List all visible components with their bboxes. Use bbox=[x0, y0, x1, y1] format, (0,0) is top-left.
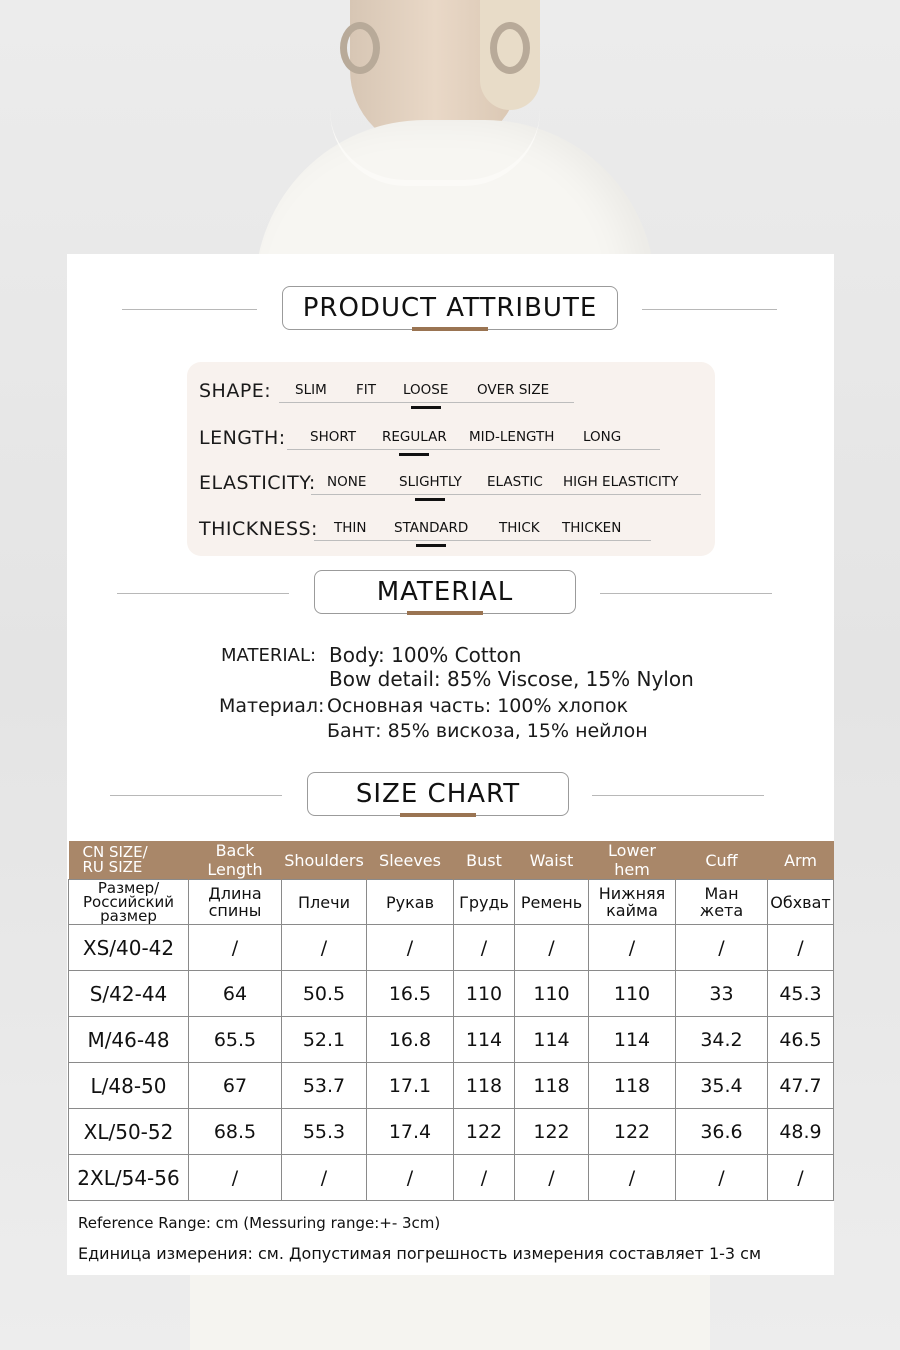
size-value-cell: / bbox=[189, 1155, 282, 1201]
size-value-cell: 110 bbox=[589, 971, 676, 1017]
size-label-cell: XS/40-42 bbox=[69, 925, 189, 971]
model-trousers bbox=[190, 1270, 710, 1350]
selected-marker bbox=[411, 406, 441, 409]
attr-option-selected: STANDARD bbox=[394, 520, 468, 536]
header-cell-en: Lower hem bbox=[589, 841, 676, 880]
size-value-cell: 34.2 bbox=[676, 1017, 768, 1063]
size-label-cell: XL/50-52 bbox=[69, 1109, 189, 1155]
header-cell-ru: Длина спины bbox=[189, 880, 282, 925]
attr-option-selected: SLIGHTLY bbox=[399, 474, 462, 490]
size-value-cell: 110 bbox=[454, 971, 515, 1017]
table-row bbox=[69, 925, 834, 971]
size-rows bbox=[69, 925, 834, 1201]
heading-rule-left bbox=[110, 795, 282, 796]
size-value-cell: 65.5 bbox=[189, 1017, 282, 1063]
attribute-title: PRODUCT ATTRIBUTE bbox=[302, 293, 598, 323]
size-value-cell: 52.1 bbox=[282, 1017, 367, 1063]
size-value-cell: 36.6 bbox=[676, 1109, 768, 1155]
size-value-cell: / bbox=[282, 925, 367, 971]
attr-option: NONE bbox=[327, 474, 367, 490]
header-cell-en: CN SIZE/ RU SIZE bbox=[69, 841, 189, 880]
material-line-ru-2: Бант: 85% вискоза, 15% нейлон bbox=[327, 720, 648, 742]
attr-option: HIGH ELASTICITY bbox=[563, 474, 679, 490]
size-value-cell: 114 bbox=[589, 1017, 676, 1063]
size-value-cell: 53.7 bbox=[282, 1063, 367, 1109]
size-chart-title: SIZE CHART bbox=[355, 779, 521, 809]
attr-option: SLIM bbox=[295, 382, 327, 398]
header-cell-en: Arm bbox=[768, 841, 834, 880]
header-cell-ru: Ман жета bbox=[676, 880, 768, 925]
size-value-cell: 110 bbox=[515, 971, 589, 1017]
header-row-en bbox=[69, 841, 834, 880]
size-value-cell: 122 bbox=[454, 1109, 515, 1155]
material-line-en-1: Body: 100% Cotton bbox=[329, 643, 522, 667]
size-value-cell: 33 bbox=[676, 971, 768, 1017]
size-value-cell: 114 bbox=[515, 1017, 589, 1063]
selected-marker bbox=[399, 453, 429, 456]
note-ru: Единица измерения: см. Допустимая погрешность измерения составляет 1-3 см bbox=[78, 1244, 762, 1263]
table-row bbox=[69, 1109, 834, 1155]
material-label-ru: Материал: bbox=[219, 695, 325, 717]
attr-options bbox=[314, 520, 651, 541]
size-value-cell: 67 bbox=[189, 1063, 282, 1109]
selected-marker bbox=[415, 498, 445, 501]
attr-option-selected: REGULAR bbox=[382, 429, 447, 445]
header-cell-ru: Плечи bbox=[282, 880, 367, 925]
heading-rule-right bbox=[592, 795, 764, 796]
attr-label: THICKNESS: bbox=[199, 518, 318, 540]
size-value-cell: 68.5 bbox=[189, 1109, 282, 1155]
header-cell-ru: Рукав bbox=[367, 880, 454, 925]
table-row bbox=[69, 971, 834, 1017]
attr-label: ELASTICITY: bbox=[199, 472, 316, 494]
attr-option-selected: LOOSE bbox=[403, 382, 448, 398]
note-en: Reference Range: cm (Messuring range:+- 3cm) bbox=[78, 1214, 441, 1232]
size-value-cell: 35.4 bbox=[676, 1063, 768, 1109]
material-label-en: MATERIAL: bbox=[221, 645, 317, 666]
size-value-cell: / bbox=[589, 925, 676, 971]
table-row bbox=[69, 1155, 834, 1201]
title-underline bbox=[407, 611, 483, 615]
size-value-cell: / bbox=[589, 1155, 676, 1201]
attr-option: OVER SIZE bbox=[477, 382, 550, 398]
size-value-cell: / bbox=[367, 925, 454, 971]
attr-option: SHORT bbox=[310, 429, 356, 445]
size-value-cell: / bbox=[768, 925, 834, 971]
size-value-cell: / bbox=[454, 1155, 515, 1201]
material-title-box bbox=[314, 570, 576, 614]
size-value-cell: 55.3 bbox=[282, 1109, 367, 1155]
header-cell-en: Cuff bbox=[676, 841, 768, 880]
attr-option: THIN bbox=[334, 520, 367, 536]
header-cell-ru: Нижняя кайма bbox=[589, 880, 676, 925]
title-underline bbox=[400, 813, 476, 817]
size-chart-title-box bbox=[307, 772, 569, 816]
size-label-cell: S/42-44 bbox=[69, 971, 189, 1017]
size-value-cell: 114 bbox=[454, 1017, 515, 1063]
size-value-cell: 118 bbox=[515, 1063, 589, 1109]
size-value-cell: 16.5 bbox=[367, 971, 454, 1017]
title-underline bbox=[412, 327, 488, 331]
heading-rule-right bbox=[642, 309, 777, 310]
size-value-cell: 47.7 bbox=[768, 1063, 834, 1109]
attr-label: SHAPE: bbox=[199, 380, 272, 402]
size-value-cell: 122 bbox=[515, 1109, 589, 1155]
selected-marker bbox=[416, 544, 446, 547]
attr-option: THICK bbox=[499, 520, 540, 536]
attribute-title-box bbox=[282, 286, 618, 330]
size-label-cell: 2XL/54-56 bbox=[69, 1155, 189, 1201]
size-value-cell: / bbox=[515, 1155, 589, 1201]
heading-rule-right bbox=[600, 593, 772, 594]
heading-rule-left bbox=[122, 309, 257, 310]
header-cell-en: Bust bbox=[454, 841, 515, 880]
size-table bbox=[68, 841, 834, 1201]
header-cell-ru: Обхват bbox=[768, 880, 834, 925]
attr-option: FIT bbox=[356, 382, 376, 398]
size-value-cell: 17.1 bbox=[367, 1063, 454, 1109]
header-cell-ru: Размер/ Российский размер bbox=[69, 880, 189, 925]
size-value-cell: 45.3 bbox=[768, 971, 834, 1017]
header-cell-ru: Ремень bbox=[515, 880, 589, 925]
heading-rule-left bbox=[117, 593, 289, 594]
size-value-cell: / bbox=[768, 1155, 834, 1201]
size-value-cell: 64 bbox=[189, 971, 282, 1017]
material-line-ru-1: Основная часть: 100% хлопок bbox=[327, 695, 629, 717]
size-value-cell: / bbox=[515, 925, 589, 971]
attr-options bbox=[287, 429, 660, 450]
size-value-cell: 122 bbox=[589, 1109, 676, 1155]
attr-option: MID-LENGTH bbox=[469, 429, 555, 445]
size-value-cell: / bbox=[189, 925, 282, 971]
size-value-cell: / bbox=[282, 1155, 367, 1201]
attr-option: ELASTIC bbox=[487, 474, 543, 490]
header-cell-ru: Грудь bbox=[454, 880, 515, 925]
size-value-cell: 17.4 bbox=[367, 1109, 454, 1155]
size-value-cell: / bbox=[367, 1155, 454, 1201]
header-cell-en: Shoulders bbox=[282, 841, 367, 880]
size-value-cell: 50.5 bbox=[282, 971, 367, 1017]
attr-option: LONG bbox=[583, 429, 622, 445]
size-value-cell: / bbox=[676, 1155, 768, 1201]
header-cell-en: Back Length bbox=[189, 841, 282, 880]
header-cell-en: Waist bbox=[515, 841, 589, 880]
size-value-cell: / bbox=[676, 925, 768, 971]
size-label-cell: M/46-48 bbox=[69, 1017, 189, 1063]
header-row-ru bbox=[69, 880, 834, 925]
size-value-cell: 16.8 bbox=[367, 1017, 454, 1063]
header-cell-en: Sleeves bbox=[367, 841, 454, 880]
material-line-en-2: Bow detail: 85% Viscose, 15% Nylon bbox=[329, 667, 694, 691]
attribute-box bbox=[187, 362, 715, 556]
size-label-cell: L/48-50 bbox=[69, 1063, 189, 1109]
earring-left bbox=[340, 22, 380, 74]
earring-right bbox=[490, 22, 530, 74]
size-value-cell: 48.9 bbox=[768, 1109, 834, 1155]
attr-options bbox=[279, 382, 574, 403]
attr-option: THICKEN bbox=[562, 520, 622, 536]
attr-options bbox=[311, 474, 701, 495]
attr-label: LENGTH: bbox=[199, 427, 286, 449]
info-panel bbox=[67, 254, 834, 1275]
table-row bbox=[69, 1017, 834, 1063]
material-title: MATERIAL bbox=[376, 577, 514, 607]
size-value-cell: 118 bbox=[589, 1063, 676, 1109]
size-value-cell: 46.5 bbox=[768, 1017, 834, 1063]
table-row bbox=[69, 1063, 834, 1109]
size-value-cell: 118 bbox=[454, 1063, 515, 1109]
size-value-cell: / bbox=[454, 925, 515, 971]
